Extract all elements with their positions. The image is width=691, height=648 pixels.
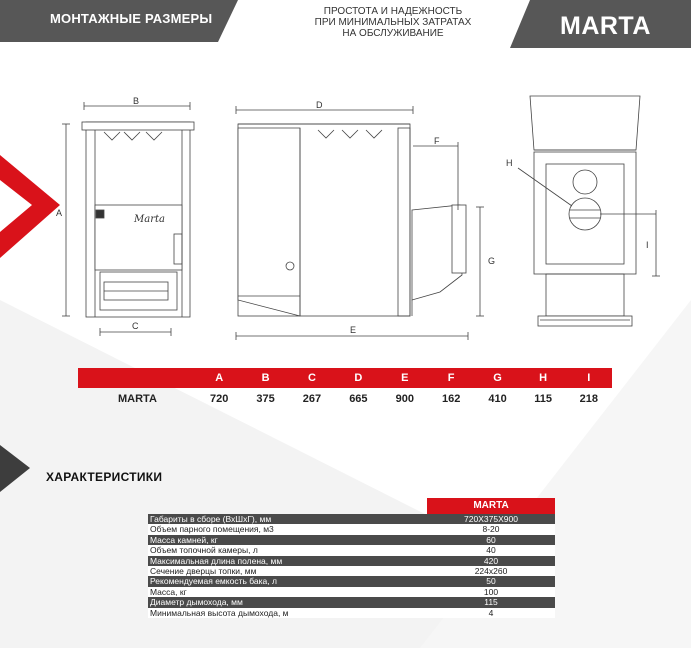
dim-label-f: F bbox=[434, 136, 440, 146]
dim-value-e: 900 bbox=[395, 393, 414, 405]
spec-param: Рекомендуемая емкость бака, л bbox=[148, 576, 427, 586]
dim-value-i: 218 bbox=[579, 393, 598, 405]
spec-value: 420 bbox=[427, 556, 555, 566]
characteristics-model: MARTA bbox=[427, 498, 555, 514]
spec-value: 100 bbox=[427, 587, 555, 597]
slogan-line-3: НА ОБСЛУЖИВАНИЕ bbox=[342, 28, 444, 39]
slogan-line-1: ПРОСТОТА И НАДЕЖНОСТЬ bbox=[323, 6, 463, 17]
mounting-drawings bbox=[0, 80, 691, 350]
spec-param: Минимальная высота дымохода, м bbox=[148, 608, 427, 618]
spec-row bbox=[148, 535, 555, 545]
spec-param: Масса, кг bbox=[148, 587, 427, 597]
spec-row bbox=[148, 608, 555, 618]
dim-label-i: I bbox=[646, 240, 649, 250]
dimensions-table bbox=[78, 368, 612, 410]
spec-row bbox=[148, 587, 555, 597]
spec-row bbox=[148, 556, 555, 566]
spec-param: Габариты в сборе (ВхШхГ), мм bbox=[148, 514, 427, 524]
spec-row bbox=[148, 514, 555, 524]
dim-model-name: MARTA bbox=[118, 393, 157, 405]
dim-col-f: F bbox=[428, 368, 474, 388]
brand-title: MARTA bbox=[560, 12, 651, 40]
spec-value: 720Х375Х900 bbox=[427, 514, 555, 524]
spec-row bbox=[148, 524, 555, 534]
door-logo: Marta bbox=[134, 214, 165, 225]
dim-value-f: 162 bbox=[441, 393, 461, 405]
dimensions-header-row bbox=[78, 368, 612, 388]
spec-row bbox=[148, 566, 555, 576]
slogan-line-2: ПРИ МИНИМАЛЬНЫХ ЗАТРАТАХ bbox=[314, 17, 472, 28]
dim-col-b: B bbox=[242, 368, 288, 388]
dim-value-d: 665 bbox=[349, 393, 368, 405]
dim-label-c: C bbox=[132, 321, 139, 331]
characteristics-header-row bbox=[148, 498, 555, 514]
spec-value: 50 bbox=[427, 576, 555, 586]
dim-col-e: E bbox=[382, 368, 428, 388]
dim-col-h: H bbox=[521, 368, 566, 388]
dim-value-h: 115 bbox=[534, 393, 553, 405]
dimensions-value-row bbox=[78, 388, 612, 410]
slogan bbox=[300, 6, 486, 39]
dim-label-b: B bbox=[133, 96, 140, 106]
spec-row bbox=[148, 597, 555, 607]
spec-param: Объем парного помещения, м3 bbox=[148, 524, 427, 534]
dim-col-i: I bbox=[566, 368, 612, 388]
spec-value: 40 bbox=[427, 545, 555, 555]
dim-value-a: 720 bbox=[210, 393, 229, 405]
dim-col-d: D bbox=[335, 368, 381, 388]
side-view-drawing bbox=[236, 100, 495, 340]
spec-param: Максимальная длина полена, мм bbox=[148, 556, 427, 566]
spec-row bbox=[148, 545, 555, 555]
front-view-drawing bbox=[56, 96, 194, 336]
spec-value: 224x260 bbox=[427, 566, 555, 576]
characteristics-title: ХАРАКТЕРИСТИКИ bbox=[46, 470, 163, 484]
dim-label-h: H bbox=[506, 158, 513, 168]
spec-value: 60 bbox=[427, 535, 555, 545]
spec-param: Сечение дверцы топки, мм bbox=[148, 566, 427, 576]
spec-value: 8-20 bbox=[427, 524, 555, 534]
dim-col-g: G bbox=[474, 368, 520, 388]
spec-value: 4 bbox=[427, 608, 555, 618]
section-header-label: МОНТАЖНЫЕ РАЗМЕРЫ bbox=[50, 11, 213, 26]
dim-label-d: D bbox=[316, 100, 323, 110]
dim-label-a: A bbox=[56, 208, 63, 218]
dim-value-g: 410 bbox=[488, 393, 507, 405]
spec-row bbox=[148, 576, 555, 586]
characteristics-table bbox=[148, 498, 555, 618]
dim-label-g: G bbox=[488, 256, 496, 266]
dim-col-a: A bbox=[196, 368, 242, 388]
spec-param: Масса камней, кг bbox=[148, 535, 427, 545]
dim-col-c: C bbox=[289, 368, 335, 388]
spec-param: Объем топочной камеры, л bbox=[148, 545, 427, 555]
back-view-drawing bbox=[506, 96, 660, 326]
spec-param: Диаметр дымохода, мм bbox=[148, 597, 427, 607]
section-header bbox=[0, 0, 238, 42]
dim-value-b: 375 bbox=[256, 393, 275, 405]
dim-value-c: 267 bbox=[302, 393, 322, 405]
dim-label-e: E bbox=[350, 325, 357, 335]
spec-value: 115 bbox=[427, 597, 555, 607]
